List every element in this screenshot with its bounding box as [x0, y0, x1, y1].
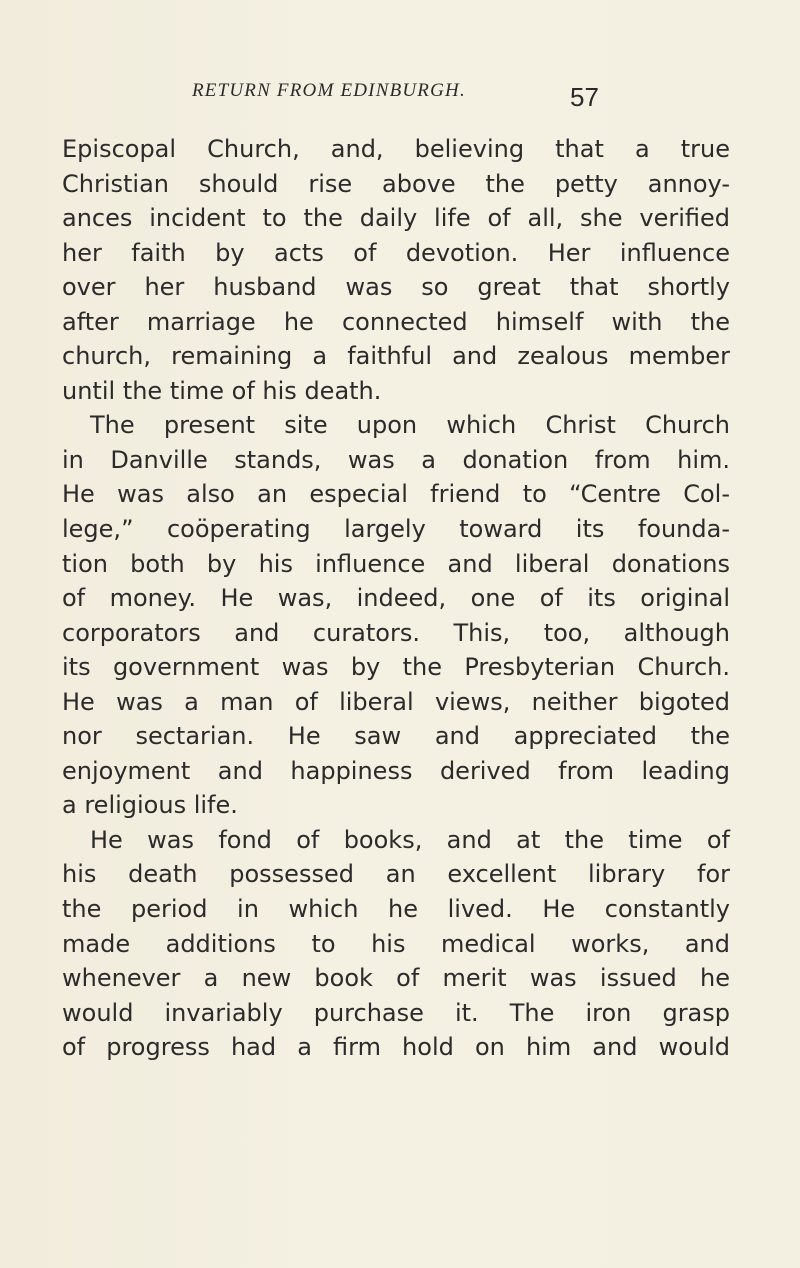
text-line: a religious life. — [62, 791, 238, 820]
text-line: made additions to his medical works, and — [62, 929, 730, 958]
text-line: enjoyment and happiness derived from leading — [62, 756, 730, 785]
text-line: Christian should rise above the petty annoy- — [62, 169, 730, 198]
text-line: over her husband was so great that shortly — [62, 273, 730, 302]
text-line: ances incident to the daily life of all, she verified — [62, 204, 730, 233]
paragraph-start-line: The present site upon which Christ Church — [90, 411, 730, 440]
text-line: her faith by acts of devotion. Her influence — [62, 238, 730, 267]
text-line: of money. He was, indeed, one of its original — [62, 584, 730, 613]
page-number: 57 — [570, 82, 599, 112]
running-head — [0, 76, 800, 112]
text-line: He was a man of liberal views, neither bigoted — [62, 687, 730, 716]
text-line: corporators and curators. This, too, although — [62, 618, 730, 647]
running-title: RETURN FROM EDINBURGH. — [192, 80, 466, 101]
text-line: his death possessed an excellent library for — [62, 860, 730, 889]
paragraph-start-line: He was fond of books, and at the time of — [90, 825, 730, 854]
text-line: tion both by his influence and liberal donations — [62, 549, 730, 578]
text-line: church, remaining a faithful and zealous member — [62, 342, 730, 371]
text-line: whenever a new book of merit was issued he — [62, 964, 730, 993]
text-line: lege,” coöperating largely toward its founda- — [62, 515, 730, 544]
text-line: in Danville stands, was a donation from him. — [62, 445, 730, 474]
text-line: of progress had a firm hold on him and would — [62, 1033, 730, 1062]
text-line: would invariably purchase it. The iron grasp — [62, 998, 730, 1027]
text-line: Episcopal Church, and, believing that a true — [62, 135, 730, 163]
text-line: He was also an especial friend to “Centre Col- — [62, 480, 730, 509]
body-text — [62, 132, 730, 1065]
text-line: after marriage he connected himself with the — [62, 307, 730, 336]
text-line: its government was by the Presbyterian Church. — [62, 653, 730, 682]
text-line: nor sectarian. He saw and appreciated the — [62, 722, 730, 751]
text-line: the period in which he lived. He constantly — [62, 895, 730, 924]
text-line: until the time of his death. — [62, 376, 382, 405]
